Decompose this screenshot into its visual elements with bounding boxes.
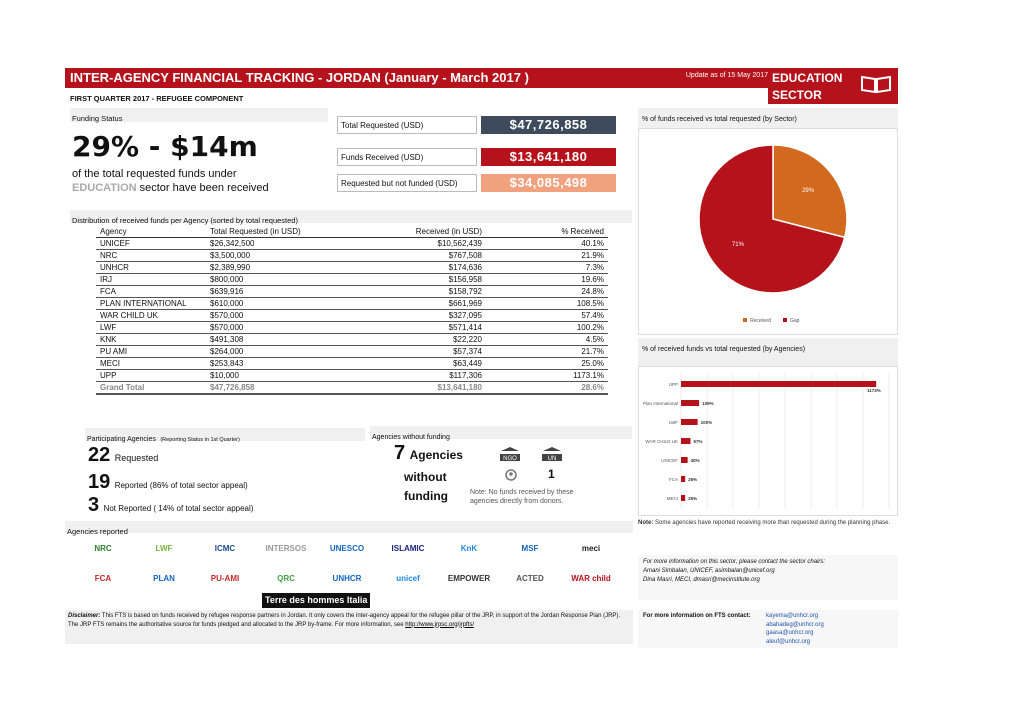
- pie-legend-swatch: [783, 318, 787, 322]
- col-percent: % Received: [486, 226, 608, 238]
- bar-category-label: LWF: [668, 420, 678, 425]
- cell-received: $13,641,180: [346, 382, 486, 395]
- without-funding-header: [370, 426, 632, 439]
- pie-data-label: 29%: [802, 187, 815, 194]
- un-agencies-count: 1: [548, 467, 555, 481]
- table-row: [96, 238, 608, 250]
- bar-category-label: FCA: [669, 477, 678, 482]
- distribution-table: [96, 226, 608, 395]
- cell-received: $57,374: [346, 346, 486, 358]
- report-title: INTER-AGENCY FINANCIAL TRACKING - JORDAN (January - March 2017 ): [70, 70, 529, 85]
- without-funding-title: Agencies without funding: [372, 434, 450, 441]
- bar: [681, 438, 690, 444]
- pie-chart-frame: [638, 128, 898, 335]
- sector-name: EDUCATION: [772, 71, 843, 85]
- bar: [681, 419, 698, 425]
- cell-percent: 21.9%: [486, 250, 608, 262]
- svg-text:NGO: NGO: [503, 456, 517, 462]
- requested-label: Requested: [114, 453, 159, 463]
- cell-agency: MECI: [96, 358, 206, 370]
- un-icon: [540, 446, 564, 464]
- table-row: [96, 370, 608, 382]
- funding-headline: 29% - $14m: [72, 130, 258, 163]
- agency-logo: KnK: [460, 544, 478, 553]
- bar: [681, 400, 699, 406]
- disclaimer: [65, 610, 633, 644]
- table-row: [96, 274, 608, 286]
- without-funding-stat: [394, 442, 463, 465]
- sector-word: SECTOR: [772, 88, 822, 102]
- table-row: [96, 310, 608, 322]
- bar-chart: [639, 367, 897, 515]
- funding-status-header: [70, 108, 328, 122]
- bar: [681, 495, 685, 501]
- bar-category-label: MECI: [666, 496, 678, 501]
- funding-desc-line1: of the total requested funds under: [72, 168, 237, 180]
- agency-logo: UNHCR: [332, 574, 362, 583]
- bar-value-label: 40%: [690, 458, 700, 463]
- cell-percent: 21.7%: [486, 346, 608, 358]
- reported-count: 19: [88, 471, 111, 493]
- bar-category-label: UPP: [668, 382, 678, 387]
- book-icon: [860, 74, 892, 94]
- pie-title: % of funds received vs total requested (by Sector): [642, 116, 797, 123]
- cell-percent: 40.1%: [486, 238, 608, 250]
- agency-logo: FCA: [94, 574, 112, 583]
- cell-received: $117,306: [346, 370, 486, 382]
- kpi-gap-label: Requested but not funded (USD): [337, 174, 477, 192]
- cell-requested: $800,000: [206, 274, 346, 286]
- sector-contacts: [638, 555, 898, 600]
- fts-email[interactable]: gaasa@unhcr.org: [766, 630, 814, 636]
- cell-requested: $10,000: [206, 370, 346, 382]
- agency-logo: meci: [581, 544, 601, 553]
- cell-percent: 28.6%: [486, 382, 608, 395]
- table-row: [96, 250, 608, 262]
- cell-agency: KNK: [96, 334, 206, 346]
- table-total-row: [96, 382, 608, 395]
- without-funding-words: [404, 468, 448, 506]
- fts-email-list: [766, 612, 824, 646]
- without-funding-word1: Agencies: [409, 448, 463, 462]
- without-funding-word3: funding: [404, 489, 448, 503]
- funding-desc-rest: sector have been received: [136, 182, 269, 194]
- agency-logo: EMPOWER: [447, 574, 491, 583]
- participating-title-note: (Reporting Status in 1st Quarter): [160, 437, 240, 443]
- agency-logo: LWF: [155, 544, 173, 553]
- col-received: Received (in USD): [346, 226, 486, 238]
- cell-requested: $253,843: [206, 358, 346, 370]
- contacts-line1: For more information on this sector, please contact the sector chairs:: [643, 559, 826, 565]
- bar-category-label: Plan International: [642, 401, 678, 406]
- svg-text:UN: UN: [547, 456, 557, 462]
- cell-agency: PLAN INTERNATIONAL: [96, 298, 206, 310]
- cell-requested: $264,000: [206, 346, 346, 358]
- agency-logo: PLAN: [153, 574, 175, 583]
- cell-received: $156,958: [346, 274, 486, 286]
- cell-percent: 4.5%: [486, 334, 608, 346]
- kpi-gap-value: $34,085,498: [481, 174, 616, 192]
- pie-legend-label: Gap: [790, 318, 800, 324]
- funding-status-label: Funding Status: [72, 114, 123, 123]
- agency-logo: unicef: [396, 574, 420, 583]
- fts-contacts: [638, 610, 898, 648]
- bar-value-label: 109%: [702, 401, 714, 406]
- cell-agency: IRJ: [96, 274, 206, 286]
- cell-requested: $47,726,858: [206, 382, 346, 395]
- cell-agency: NRC: [96, 250, 206, 262]
- table-row: [96, 286, 608, 298]
- cell-requested: $491,308: [206, 334, 346, 346]
- bar: [681, 457, 688, 463]
- note-label: Note:: [638, 520, 654, 526]
- pie-chart: [639, 129, 897, 334]
- kpi-received-label: Funds Received (USD): [337, 148, 477, 166]
- cell-percent: 1173.1%: [486, 370, 608, 382]
- note-text: Some agencies have reported receiving more than requested during the planning phase.: [653, 520, 891, 526]
- disclaimer-link[interactable]: http://www.jrpsc.org/jrpfts/: [405, 621, 474, 628]
- pie-legend-label: Received: [750, 318, 771, 324]
- kpi-total-label: Total Requested (USD): [337, 116, 477, 134]
- bar-category-label: WAR CHILD UK: [645, 439, 678, 444]
- without-funding-note: [470, 488, 574, 506]
- distribution-title: Distribution of received funds per Agency (sorted by total requested): [72, 216, 298, 225]
- cell-received: $63,449: [346, 358, 486, 370]
- bars-title: % of received funds vs total requested (by Agencies): [642, 346, 806, 353]
- bar-value-label: 57%: [693, 439, 703, 444]
- cell-received: $22,220: [346, 334, 486, 346]
- reported-label: Reported (86% of total sector appeal): [114, 481, 248, 490]
- bar-category-label: UNICEF: [661, 458, 678, 463]
- report-title-bar: [65, 68, 769, 88]
- bar: [681, 381, 876, 387]
- bar-chart-frame: [638, 366, 898, 516]
- cell-requested: $2,389,990: [206, 262, 346, 274]
- funding-description: [72, 167, 332, 195]
- kpi-total-value: $47,726,858: [481, 116, 616, 134]
- cell-agency: LWF: [96, 322, 206, 334]
- cell-requested: $570,000: [206, 322, 346, 334]
- table-row: [96, 322, 608, 334]
- table-row: [96, 358, 608, 370]
- update-date: Update as of 15 May 2017: [685, 72, 768, 79]
- cell-agency: Grand Total: [96, 382, 206, 395]
- funding-desc-sector: EDUCATION: [72, 182, 137, 194]
- cell-received: $571,414: [346, 322, 486, 334]
- pie-data-label: 71%: [731, 242, 744, 249]
- cell-percent: 24.8%: [486, 286, 608, 298]
- bar-value-label: 25%: [688, 477, 698, 482]
- without-funding-note-line1: Note: No funds received by these: [470, 489, 574, 496]
- cell-received: $327,095: [346, 310, 486, 322]
- cell-agency: UNHCR: [96, 262, 206, 274]
- contacts-line2: Amani Simbalan, UNICEF, asimbalan@unicef.org: [643, 568, 775, 574]
- reported-stat: [88, 471, 248, 494]
- bars-header: [638, 338, 898, 366]
- cell-received: $10,562,439: [346, 238, 486, 250]
- agency-logo: INTERSOS: [265, 544, 307, 553]
- subtitle: FIRST QUARTER 2017 - REFUGEE COMPONENT: [70, 94, 244, 103]
- table-row: [96, 298, 608, 310]
- cell-received: $661,969: [346, 298, 486, 310]
- agency-person-icon: [505, 468, 517, 482]
- agency-logo: PU-AMI: [210, 574, 240, 583]
- without-funding-note-line2: agencies directly from donors.: [470, 498, 564, 505]
- col-requested: Total Requested (in USD): [206, 226, 346, 238]
- logo-tdh-text: Terre des hommes Italia: [262, 593, 370, 608]
- bar-value-label: 1173%: [867, 388, 881, 393]
- agency-logo: ISLAMIC: [391, 544, 425, 553]
- cell-received: $174,636: [346, 262, 486, 274]
- participating-header: [85, 428, 365, 441]
- cell-requested: $639,916: [206, 286, 346, 298]
- without-funding-count: 7: [394, 442, 406, 464]
- cell-agency: WAR CHILD UK: [96, 310, 206, 322]
- col-agency: Agency: [96, 226, 206, 238]
- agency-logo: NRC: [94, 544, 112, 553]
- pie-header: [638, 108, 898, 128]
- fts-email[interactable]: kayema@unhcr.org: [766, 613, 819, 619]
- disclaimer-text: This FTS is based on funds received by refugee response partners in Jordan. It only covers the inter-agency appeal for the refugee pillar of the JRP, in support of the Jordan Response Plan (JRP). The JRP FTS remains the authoritative source for funds pledged and allocated to the JRP by-frame. For more information, see: [68, 613, 621, 628]
- cell-agency: UPP: [96, 370, 206, 382]
- distribution-header: [70, 210, 632, 223]
- cell-agency: FCA: [96, 286, 206, 298]
- agency-logo: ICMC: [214, 544, 236, 553]
- cell-percent: 19.6%: [486, 274, 608, 286]
- participating-title: Participating Agencies: [87, 436, 156, 443]
- pie-legend-swatch: [743, 318, 747, 322]
- requested-count: 22: [88, 444, 111, 466]
- bar-value-label: 100%: [700, 420, 713, 425]
- agencies-reported-header: [65, 521, 633, 536]
- agency-logo: ACTED: [516, 574, 544, 583]
- cell-requested: $570,000: [206, 310, 346, 322]
- kpi-received-value: $13,641,180: [481, 148, 616, 166]
- agency-logo: MSF: [521, 544, 539, 553]
- contacts-line3: Dina Masri, MECI, dmasri@mecinstitute.org: [643, 577, 760, 583]
- cell-received: $767,508: [346, 250, 486, 262]
- not-reported-label: Not Reported ( 14% of total sector appeal): [103, 504, 254, 513]
- ngo-icon: [498, 446, 522, 464]
- not-reported-count: 3: [88, 494, 100, 516]
- without-funding-word2: without: [404, 470, 447, 484]
- bar: [681, 476, 685, 482]
- cell-agency: PU AMI: [96, 346, 206, 358]
- logo-tdh: [262, 593, 402, 608]
- agencies-reported-title: Agencies reported: [67, 527, 128, 536]
- fts-contact-label: For more information on FTS contact:: [643, 613, 751, 619]
- cell-requested: $610,000: [206, 298, 346, 310]
- table-row: [96, 262, 608, 274]
- requested-stat: [88, 444, 158, 467]
- not-reported-stat: [88, 494, 253, 517]
- cell-agency: UNICEF: [96, 238, 206, 250]
- cell-percent: 57.4%: [486, 310, 608, 322]
- fts-email[interactable]: aleuf@unhcr.org: [766, 638, 811, 645]
- cell-requested: $3,500,000: [206, 250, 346, 262]
- cell-received: $158,792: [346, 286, 486, 298]
- bar-value-label: 25%: [688, 496, 698, 501]
- cell-percent: 108.5%: [486, 298, 608, 310]
- cell-percent: 25.0%: [486, 358, 608, 370]
- table-row: [96, 334, 608, 346]
- fts-email[interactable]: abahadeg@unhcr.org: [766, 621, 824, 628]
- table-row: [96, 346, 608, 358]
- agency-logo: WAR child: [571, 574, 611, 583]
- note-over-requested: [638, 519, 898, 527]
- agency-logo: UNESCO: [329, 544, 365, 553]
- agency-logo: QRC: [277, 574, 295, 583]
- cell-percent: 100.2%: [486, 322, 608, 334]
- cell-requested: $26,342,500: [206, 238, 346, 250]
- cell-percent: 7.3%: [486, 262, 608, 274]
- disclaimer-label: Disclaimer:: [68, 613, 101, 619]
